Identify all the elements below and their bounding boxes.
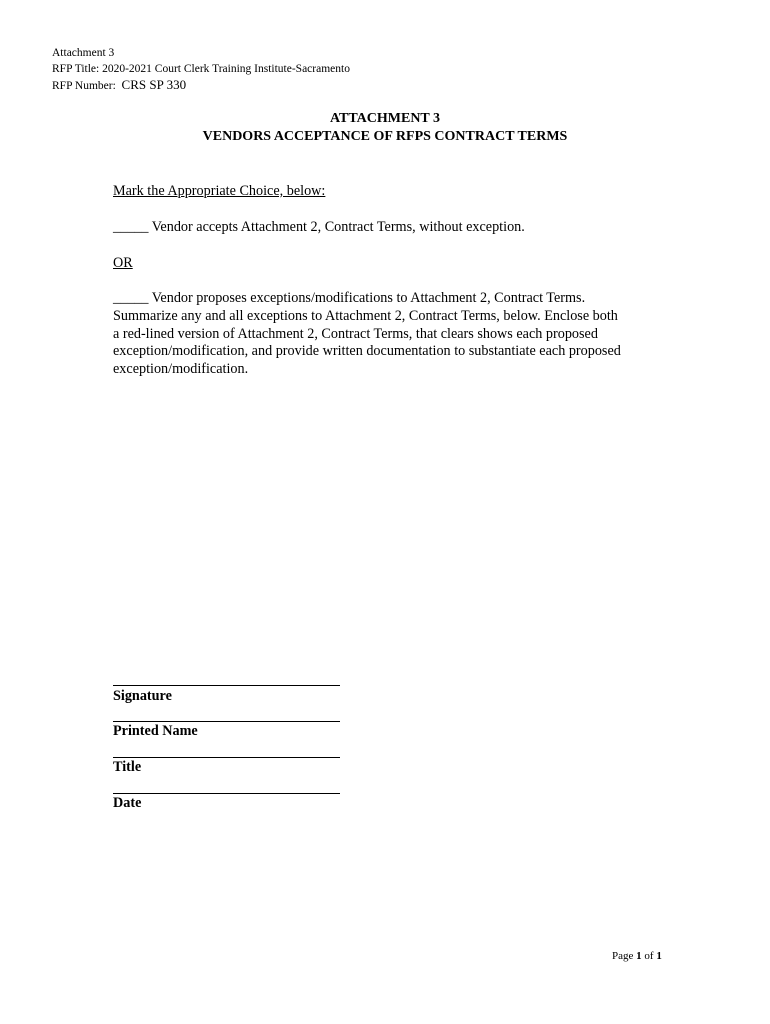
rfp-title-value: 2020-2021 Court Clerk Training Institute-Sacramento	[102, 63, 350, 75]
instructions: Mark the Appropriate Choice, below:	[113, 183, 326, 199]
title-label: Title	[113, 759, 142, 775]
page-subtitle: VENDORS ACCEPTANCE OF RFPS CONTRACT TERMS	[202, 129, 568, 144]
rfp-number-label: RFP Number:	[52, 80, 116, 92]
page-title: ATTACHMENT 3	[329, 111, 441, 126]
or-separator: OR	[113, 255, 133, 271]
option-exceptions	[113, 290, 673, 379]
printed-name-label: Printed Name	[113, 723, 198, 739]
page-current: 1	[636, 950, 642, 962]
page-word: Page	[612, 950, 634, 962]
option-accept-blank[interactable]: _____	[113, 219, 149, 235]
page-total: 1	[656, 950, 662, 962]
rfp-number-value: CRS SP 330	[121, 77, 187, 92]
date-label: Date	[113, 795, 142, 811]
page-number	[612, 950, 662, 962]
signature-label: Signature	[113, 688, 172, 704]
option-accept-text: Vendor accepts Attachment 2, Contract Terms, without exception.	[151, 219, 525, 235]
option-exceptions-line-2: Summarize any and all exceptions to Attachment 2, Contract Terms, below. Enclose both	[113, 307, 618, 324]
option-exceptions-line-3: a red-lined version of Attachment 2, Contract Terms, that clears shows each proposed	[113, 325, 598, 342]
option-exceptions-text-1: Vendor proposes exceptions/modifications to Attachment 2, Contract Terms.	[151, 290, 586, 306]
option-exceptions-blank[interactable]: _____	[113, 290, 149, 306]
attachment-label: Attachment 3	[52, 47, 115, 59]
date-line[interactable]	[113, 793, 340, 794]
rfp-title-label: RFP Title:	[52, 63, 100, 75]
option-exceptions-line-5: exception/modification.	[113, 361, 249, 378]
title-line[interactable]	[113, 757, 340, 758]
signature-line[interactable]	[113, 685, 340, 686]
rfp-number-line	[52, 77, 186, 94]
option-accept	[113, 218, 525, 236]
printed-name-line[interactable]	[113, 721, 340, 722]
rfp-title-line	[52, 61, 350, 77]
of-word: of	[644, 950, 654, 962]
option-exceptions-line-1	[113, 290, 673, 308]
option-exceptions-line-4: exception/modification, and provide written documentation to substantiate each proposed	[113, 343, 621, 360]
